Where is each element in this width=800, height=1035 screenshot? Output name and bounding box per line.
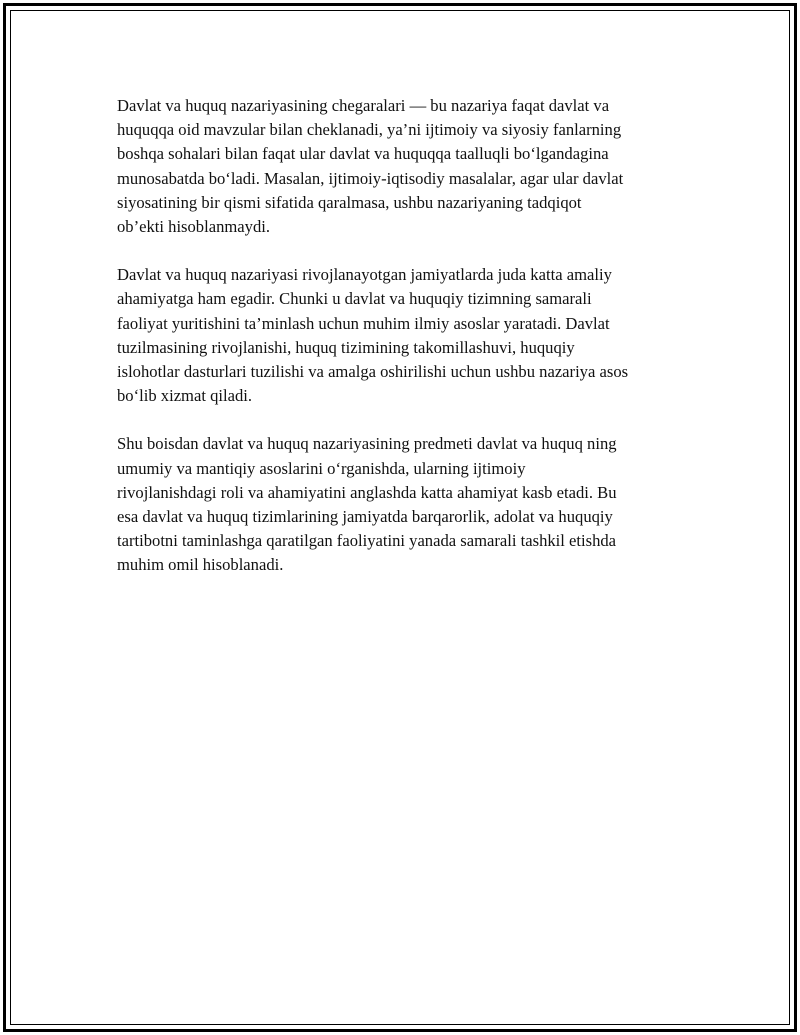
paragraph-1: Davlat va huquq nazariyasining chegaralari — bu nazariya faqat davlat va huquqqa oid mavzular bilan cheklanadi, ya’ni ijtimoiy va siyosiy fanlarning boshqa sohalari bilan faqat ular davlat va huquqqa taalluqli bo‘lgandagina munosabatda bo‘ladi. Masalan, ijtimoiy-iqtisodiy masalalar, agar ular davlat siyosatining bir qismi sifatida qaralmasa, ushbu nazariyaning tadqiqot ob’ekti hisoblanmaydi. [117, 96, 624, 237]
paragraph-2: Davlat va huquq nazariyasi rivojlanayotgan jamiyatlarda juda katta amaliy ahamiyatga ham egadir. Chunki u davlat va huquqiy tizimning samarali faoliyat yuritishini ta’minlash uchun muhim ilmiy asoslar yaratadi. Davlat tuzilmasining rivojlanishi, huquq tizimining takomillashuvi, huquqiy islohotlar dasturlari tuzilishi va amalga oshirilishi uchun ushbu nazariya asos bo‘lib xizmat qiladi. [117, 265, 629, 406]
document-body [117, 94, 695, 602]
paragraph-3: Shu boisdan davlat va huquq nazariyasining predmeti davlat va huquq ning umumiy va mantiqiy asoslarini o‘rganishda, ularning ijtimoiy rivojlanishdagi roli va ahamiyatini anglashda katta ahamiyat kasb etadi. Bu esa davlat va huquq tizimlarining jamiyatda barqarorlik, adolat va huquqiy tartibotni taminlashga qaratilgan faoliyatini yanada samarali tashkil etishda muhim omil hisoblanadi. [117, 434, 617, 575]
